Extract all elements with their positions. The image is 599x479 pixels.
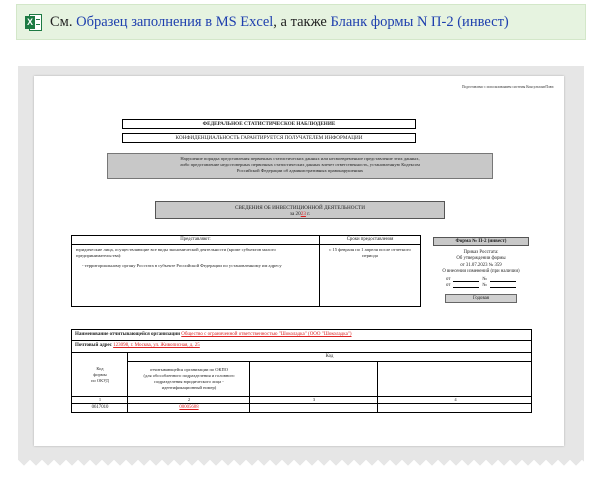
period-prefix: за 20: [289, 211, 301, 217]
confidential-header: КОНФИДЕНЦИАЛЬНОСТЬ ГАРАНТИРУЕТСЯ ПОЛУЧАТЕЛЕМ ИНФОРМАЦИИ: [122, 133, 416, 143]
legal-warning: [107, 153, 493, 179]
form-blank-link[interactable]: Бланк формы N П-2 (инвест): [330, 13, 509, 30]
submitters-column: [72, 236, 320, 306]
number-label: №: [482, 276, 487, 282]
okpo-header: отчитывающейся организации по ОКПО (для обособленного подразделения и головного подразделения юридического лица - идентификационный номер): [143, 367, 235, 390]
excel-sample-link[interactable]: Образец заполнения в MS Excel: [76, 13, 274, 30]
number-blank: [490, 277, 516, 282]
column-numbers-row: [72, 396, 531, 404]
warning-line: Российской Федерации об административных правонарушениях: [236, 167, 364, 173]
amendment-line-1: [427, 277, 535, 282]
date-blank: [453, 277, 479, 282]
code-header: Код: [128, 353, 531, 362]
order-line: О внесении изменений (при наличии): [442, 269, 520, 275]
codes-values-row: [72, 404, 531, 413]
report-title-box: [155, 201, 445, 219]
okpo-value: 00005688: [179, 405, 199, 410]
document-page: [34, 76, 564, 446]
provider-note: Подготовлено с использованием системы КонсультантПлюс: [461, 85, 554, 89]
column-number: 1: [98, 397, 102, 402]
deadlines-header: Сроки предоставления: [320, 236, 420, 245]
deadlines-text: с 15 февраля по 1 апреля после отчетного периода: [329, 247, 411, 258]
warning-line: Нарушение порядка представления первичных статистических данных или несвоевременное представление этих данных,: [180, 156, 420, 161]
okud-value: 0617010: [91, 405, 109, 410]
period-suffix: г.: [307, 211, 311, 217]
observation-header: ФЕДЕРАЛЬНОЕ СТАТИСТИЧЕСКОЕ НАБЛЮДЕНИЕ: [122, 119, 416, 129]
see-also-note: [16, 4, 586, 40]
okud-header: Код формы по ОКУД: [91, 366, 109, 383]
number-blank: [490, 283, 516, 288]
submitters-table: [71, 235, 421, 307]
document-preview-frame: [18, 66, 584, 464]
report-title: СВЕДЕНИЯ ОБ ИНВЕСТИЦИОННОЙ ДЕЯТЕЛЬНОСТИ: [235, 205, 365, 211]
order-line: Приказ Росстата:: [463, 250, 499, 255]
note-middle: , а также: [273, 13, 327, 30]
form-order: [427, 250, 535, 276]
order-line: от 31.07.2023 № 359: [460, 262, 502, 268]
deadlines-column: [320, 236, 420, 306]
periodicity-badge: Годовая: [445, 294, 517, 303]
warning-line: либо представление недостоверных первичных статистических данных влечет ответственность, установленную Кодексом: [180, 161, 420, 167]
period-year: 23: [300, 211, 306, 217]
codes-table: [71, 353, 532, 413]
postal-address-row: [71, 341, 532, 353]
address-value: 123098, г. Москва, ул. Живописная, д. 25: [113, 343, 200, 348]
date-blank: [453, 283, 479, 288]
torn-edge: [18, 460, 584, 472]
order-line: Об утверждении формы: [456, 256, 506, 262]
note-prefix: См.: [50, 13, 73, 30]
report-period: [156, 211, 444, 217]
column-number: 2: [187, 397, 191, 402]
column-number: 3: [312, 397, 316, 402]
from-label: от: [445, 276, 451, 282]
org-name-label: Наименование отчитывающейся организации: [75, 332, 181, 337]
organization-name-row: [71, 329, 532, 341]
submitters-text: юридические лица, осуществляющие все виды экономической деятельности (кроме субъектов малого предпринимательства):: [76, 247, 276, 258]
address-label: Почтовый адрес: [75, 343, 112, 348]
org-name-value: Общество с ограниченной ответственностью "Шоколадка" (ООО "Шоколадка"): [181, 332, 352, 337]
excel-file-icon: X: [25, 13, 42, 32]
submitters-header: Представляют:: [72, 236, 319, 245]
from-label: от: [445, 282, 451, 288]
form-info: [427, 237, 535, 303]
form-title: Форма № П-2 (инвест): [433, 237, 529, 246]
column-number: 4: [454, 397, 457, 402]
submitters-recipient: - территориальному органу Росстата в субъекте Российской Федерации по установленному им адресу: [82, 262, 282, 268]
number-label: №: [482, 282, 487, 288]
amendment-line-2: [427, 283, 535, 288]
